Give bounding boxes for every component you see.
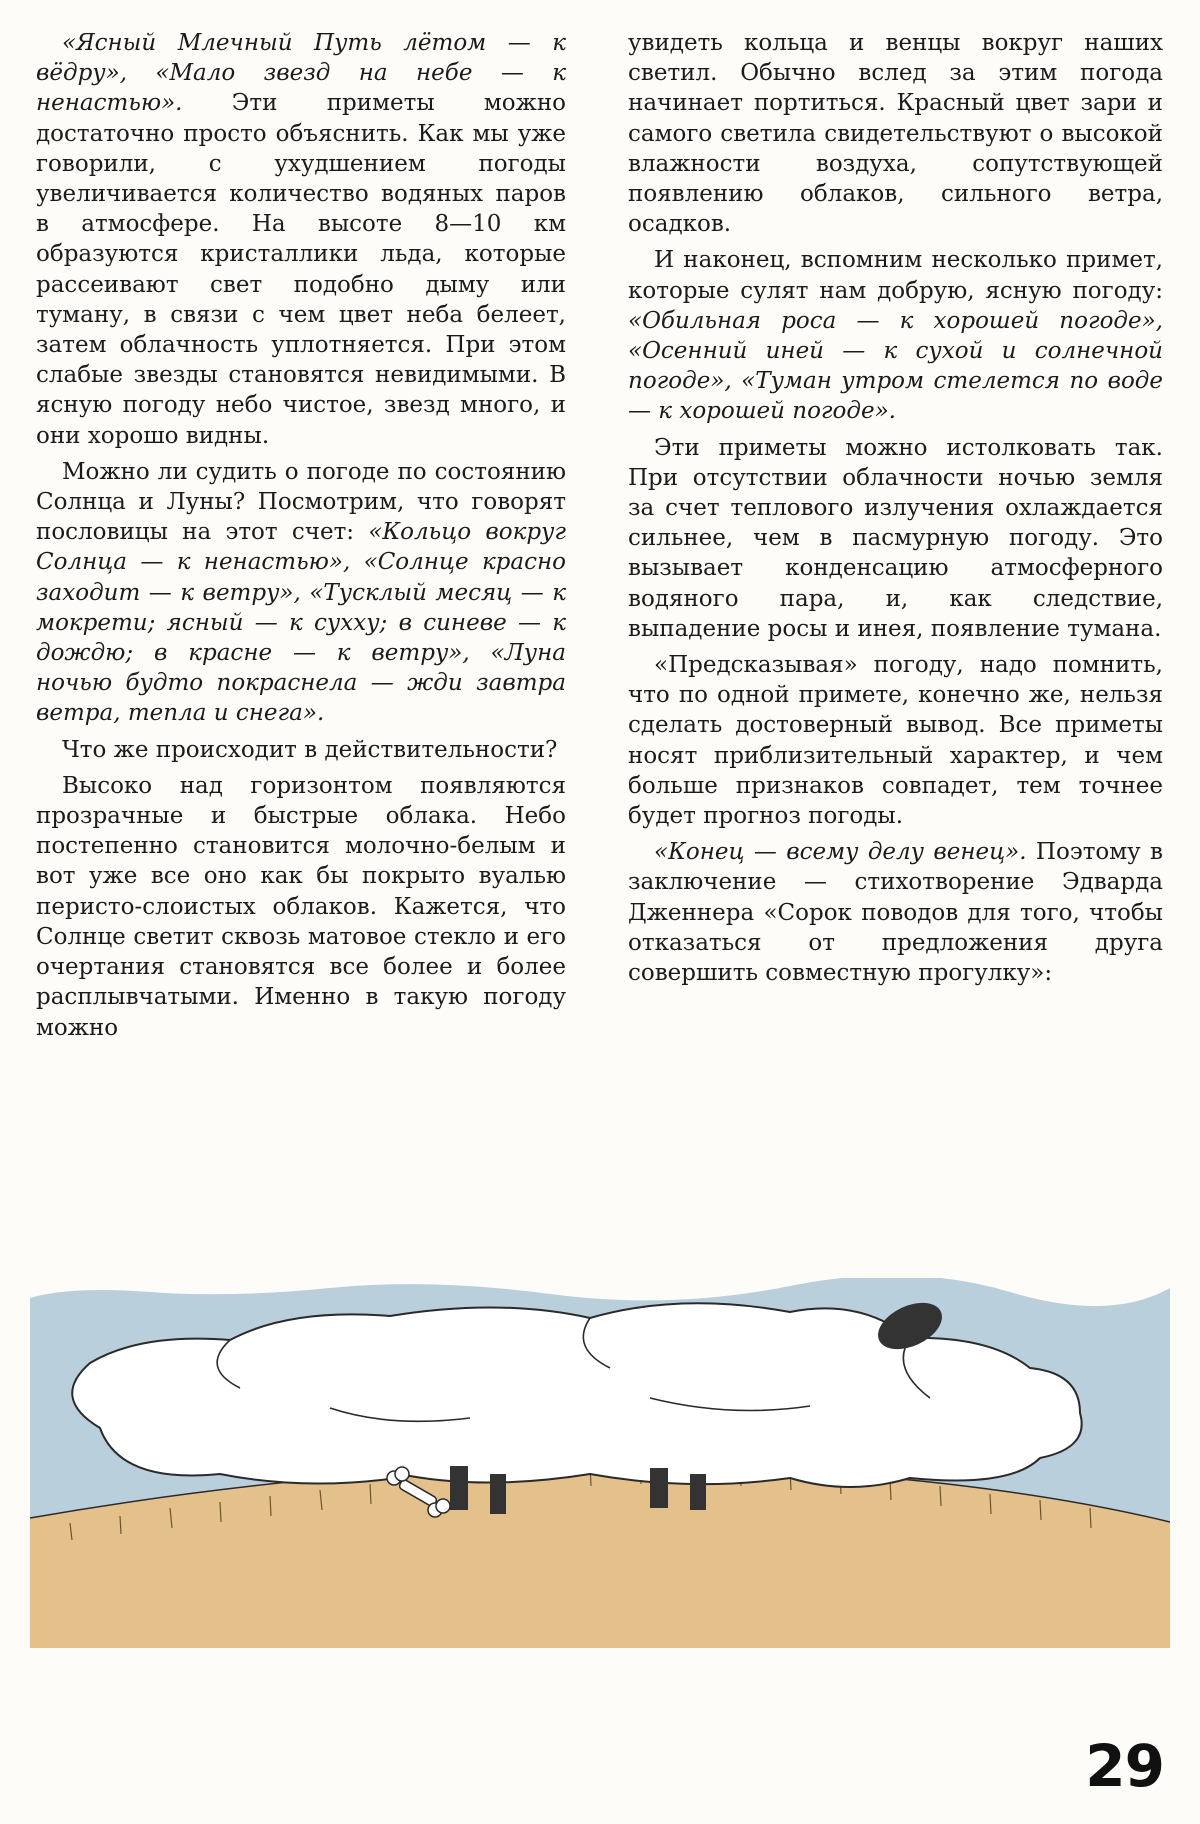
left-text-column — [36, 28, 566, 1049]
body-text: Можно ли судить о погоде по состоянию Солнца и Луны? Посмотрим, что говорят пословицы на этот счет: — [36, 458, 566, 546]
paragraph — [628, 28, 1163, 239]
cloud-dog-illustration — [30, 1278, 1170, 1648]
body-text: увидеть кольца и венцы вокруг наших светил. Обычно вслед за этим погода начинает портиться. Красный цвет зари и самого светила свидетельствуют о высокой влажности воздуха, сопутствующей появлению облаков, сильного ветра, осадков. — [628, 30, 1163, 238]
body-text: Что же происходит в действительности? — [62, 736, 558, 763]
paragraph — [36, 771, 566, 1043]
body-text: Эти приметы можно истолковать так. При отсутствии облачности ночью земля за счет теплового излучения охлаждается сильнее, чем в пасмурную погоду. Это вызывает конденсацию атмосферного водяного пара, и, как следствие, выпадение росы и инея, появление тумана. — [628, 434, 1163, 642]
body-text: Поэтому в заключение — стихотворение Эдварда Дженнера «Сорок поводов для того, чтобы отказаться от предложения друга совершить совместную прогулку»: — [628, 839, 1163, 987]
paragraph — [628, 650, 1163, 831]
proverb-text: «Конец — всему делу венец». — [654, 839, 1027, 866]
page-number: 29 — [1085, 1732, 1164, 1800]
body-text: «Предсказывая» погоду, надо помнить, что по одной примете, конечно же, нельзя сделать достоверный вывод. Все приметы носят приблизительный характер, и чем больше признаков совпадет, тем точнее будет прогноз погоды. — [628, 652, 1163, 830]
paragraph — [36, 28, 566, 451]
right-text-column — [628, 28, 1163, 994]
paragraph — [628, 433, 1163, 644]
paragraph — [36, 735, 566, 765]
proverb-text: «Обильная роса — к хорошей погоде», «Осенний иней — к сухой и солнечной погоде», «Туман утром стелется по воде — к хорошей погоде». — [628, 307, 1163, 425]
paragraph — [628, 837, 1163, 988]
proverb-text: «Ясный Млечный Путь лётом — к вёдру», «Мало звезд на небе — к ненастью». — [36, 30, 566, 117]
body-text: Высоко над горизонтом появляются прозрачные и быстрые облака. Небо постепенно становится молочно-белым и вот уже все оно как бы покрыто вуалью перисто-слоистых облаков. Кажется, что Солнце светит сквозь матовое стекло и его очертания становятся все более и более расплывчатыми. Именно в такую погоду можно — [36, 772, 566, 1041]
body-text: Эти приметы можно достаточно просто объяснить. Как мы уже говорили, с ухудшением погоды увеличивается количество водяных паров в атмосфере. На высоте 8—10 км образуются кристаллики льда, которые рассеивают свет подобно дыму или туману, в связи с чем цвет неба белеет, затем облачность уплотняется. При этом слабые звезды становятся невидимыми. В ясную погоду небо чистое, звезд много, и они хорошо видны. — [36, 90, 566, 449]
paragraph — [36, 457, 566, 729]
body-text: И наконец, вспомним несколько примет, которые сулят нам добрую, ясную погоду: — [628, 247, 1163, 304]
paragraph — [628, 245, 1163, 426]
proverb-text: «Кольцо вокруг Солнца — к ненастью», «Солнце красно заходит — к ветру», «Тусклый месяц — к мокрети; ясный — к сухху; в синеве — к дождю; в красне — к ветру», «Луна ночью будто покраснела — жди завтра ветра, тепла и снега». — [36, 519, 567, 727]
